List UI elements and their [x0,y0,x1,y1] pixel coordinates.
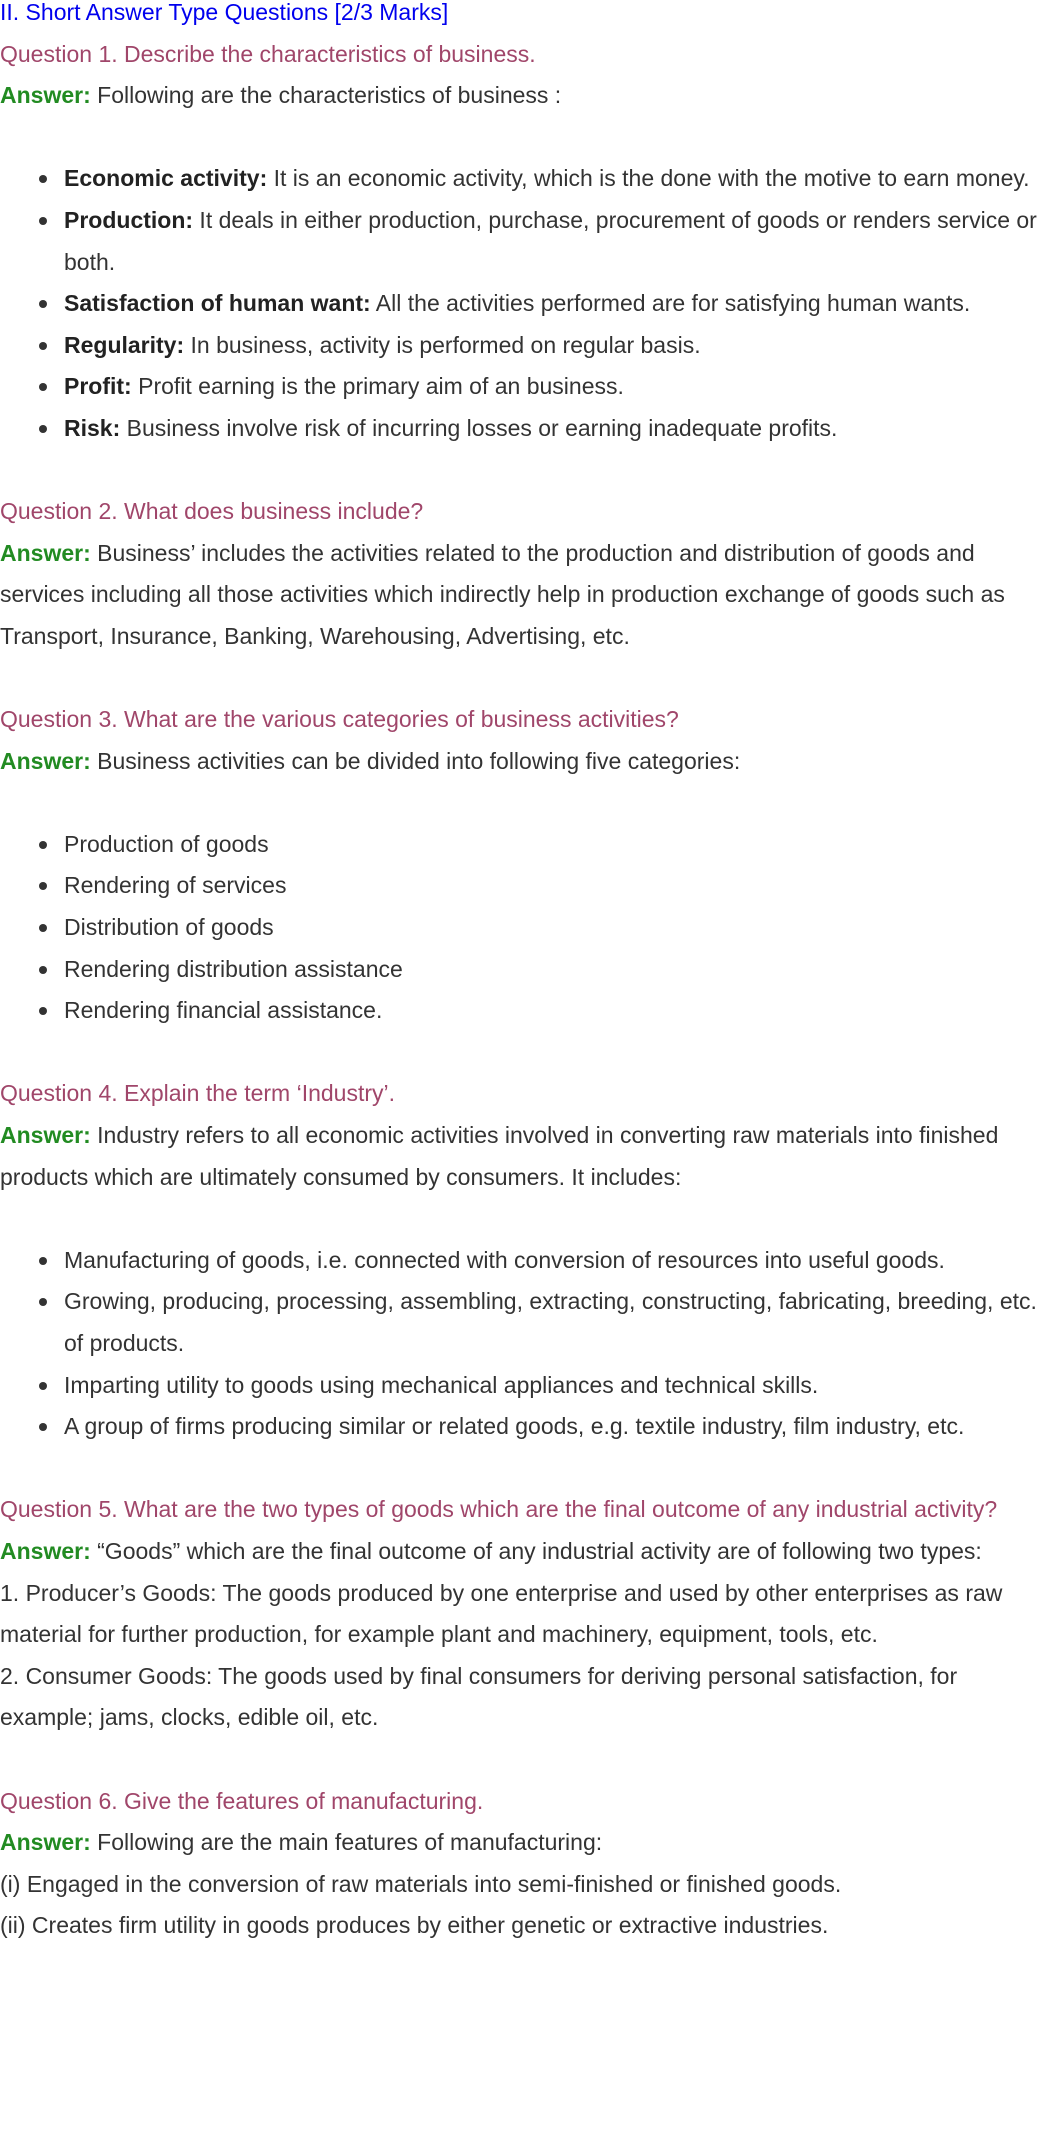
spacer [0,1448,1048,1490]
list-item [64,158,1048,200]
answer-5-intro [0,1531,1048,1573]
answer-1-intro [0,75,1048,117]
answer-1-list [0,158,1048,449]
list-item: Manufacturing of goods, i.e. connected with conversion of resources into useful goods. [64,1240,1048,1282]
answer-2 [0,533,1048,658]
list-item-term: Satisfaction of human want: [64,290,371,317]
answer-3-list [0,824,1048,1032]
list-item: Distribution of goods [64,907,1048,949]
list-item [64,408,1048,450]
answer-4-intro [0,1115,1048,1198]
question-6: Question 6. Give the features of manufacturing. [0,1787,484,1814]
spacer [0,1739,1048,1781]
list-item: Rendering of services [64,865,1048,907]
question-3: Question 3. What are the various categories of business activities? [0,706,679,733]
list-item-term: Regularity: [64,331,185,358]
question-2: Question 2. What does business include? [0,498,424,525]
list-item-text: In business, activity is performed on regular basis. [184,331,701,358]
answer-label: Answer: [0,1829,91,1856]
list-item-text: It is an economic activity, which is the done with the motive to earn money. [267,165,1030,192]
spacer [0,117,1048,159]
list-item [64,200,1048,283]
answer-2-text: Business’ includes the activities related to the production and distribution of goods and services including all those activities which indirectly help in production exchange of goods such as Transport, Insurance, Banking, Warehousing, Advertising, etc. [0,539,1005,649]
spacer [0,658,1048,700]
answer-3-intro-text: Business activities can be divided into following five categories: [90,747,741,774]
answer-5-line-1: 1. Producer’s Goods: The goods produced by one enterprise and used by other enterprises as raw material for further production, for example plant and machinery, equipment, tools, etc. [0,1579,1003,1648]
list-item: Rendering financial assistance. [64,990,1048,1032]
section-title: II. Short Answer Type Questions [2/3 Marks] [0,0,449,25]
answer-label: Answer: [0,1537,91,1564]
answer-6-intro [0,1822,1048,1864]
list-item-term: Risk: [64,414,121,441]
list-item [64,366,1048,408]
list-item-term: Production: [64,206,194,233]
answer-label: Answer: [0,539,91,566]
list-item [64,283,1048,325]
list-item: Production of goods [64,824,1048,866]
spacer [0,450,1048,492]
answer-label: Answer: [0,1122,91,1149]
answer-5-intro-text: “Goods” which are the final outcome of any industrial activity are of following two types: [90,1537,982,1564]
list-item-term: Profit: [64,373,132,400]
list-item-text: All the activities performed are for satisfying human wants. [370,290,971,317]
answer-label: Answer: [0,747,91,774]
answer-6-line-1: (i) Engaged in the conversion of raw materials into semi-finished or finished goods. [0,1870,842,1897]
answer-5-line-2: 2. Consumer Goods: The goods used by final consumers for deriving personal satisfaction, for example; jams, clocks, edible oil, etc. [0,1662,958,1731]
answer-4-list [0,1240,1048,1448]
list-item-text: Profit earning is the primary aim of an business. [131,373,624,400]
list-item: Rendering distribution assistance [64,949,1048,991]
answer-4-intro-text: Industry refers to all economic activities involved in converting raw materials into finished products which are ultimately consumed by consumers. It includes: [0,1122,999,1190]
answer-6-line-2: (ii) Creates firm utility in goods produces by either genetic or extractive industries. [0,1912,829,1939]
answer-1-intro-text: Following are the characteristics of business : [90,82,562,109]
question-4: Question 4. Explain the term ‘Industry’. [0,1080,396,1107]
list-item [64,325,1048,367]
list-item-text: It deals in either production, purchase, procurement of goods or renders service or both. [64,206,1037,275]
list-item-text: Business involve risk of incurring losses or earning inadequate profits. [120,414,838,441]
list-item: Imparting utility to goods using mechanical appliances and technical skills. [64,1365,1048,1407]
question-5: Question 5. What are the two types of goods which are the final outcome of any industrial activity? [0,1496,998,1523]
question-1: Question 1. Describe the characteristics of business. [0,40,536,67]
list-item: A group of firms producing similar or related goods, e.g. textile industry, film industry, etc. [64,1406,1048,1448]
spacer [0,1198,1048,1240]
answer-6-intro-text: Following are the main features of manufacturing: [90,1829,603,1856]
spacer [0,782,1048,824]
list-item-term: Economic activity: [64,165,268,192]
list-item: Growing, producing, processing, assembling, extracting, constructing, fabricating, breeding, etc. of products. [64,1281,1048,1364]
answer-label: Answer: [0,82,91,109]
answer-3-intro [0,741,1048,783]
spacer [0,1032,1048,1074]
